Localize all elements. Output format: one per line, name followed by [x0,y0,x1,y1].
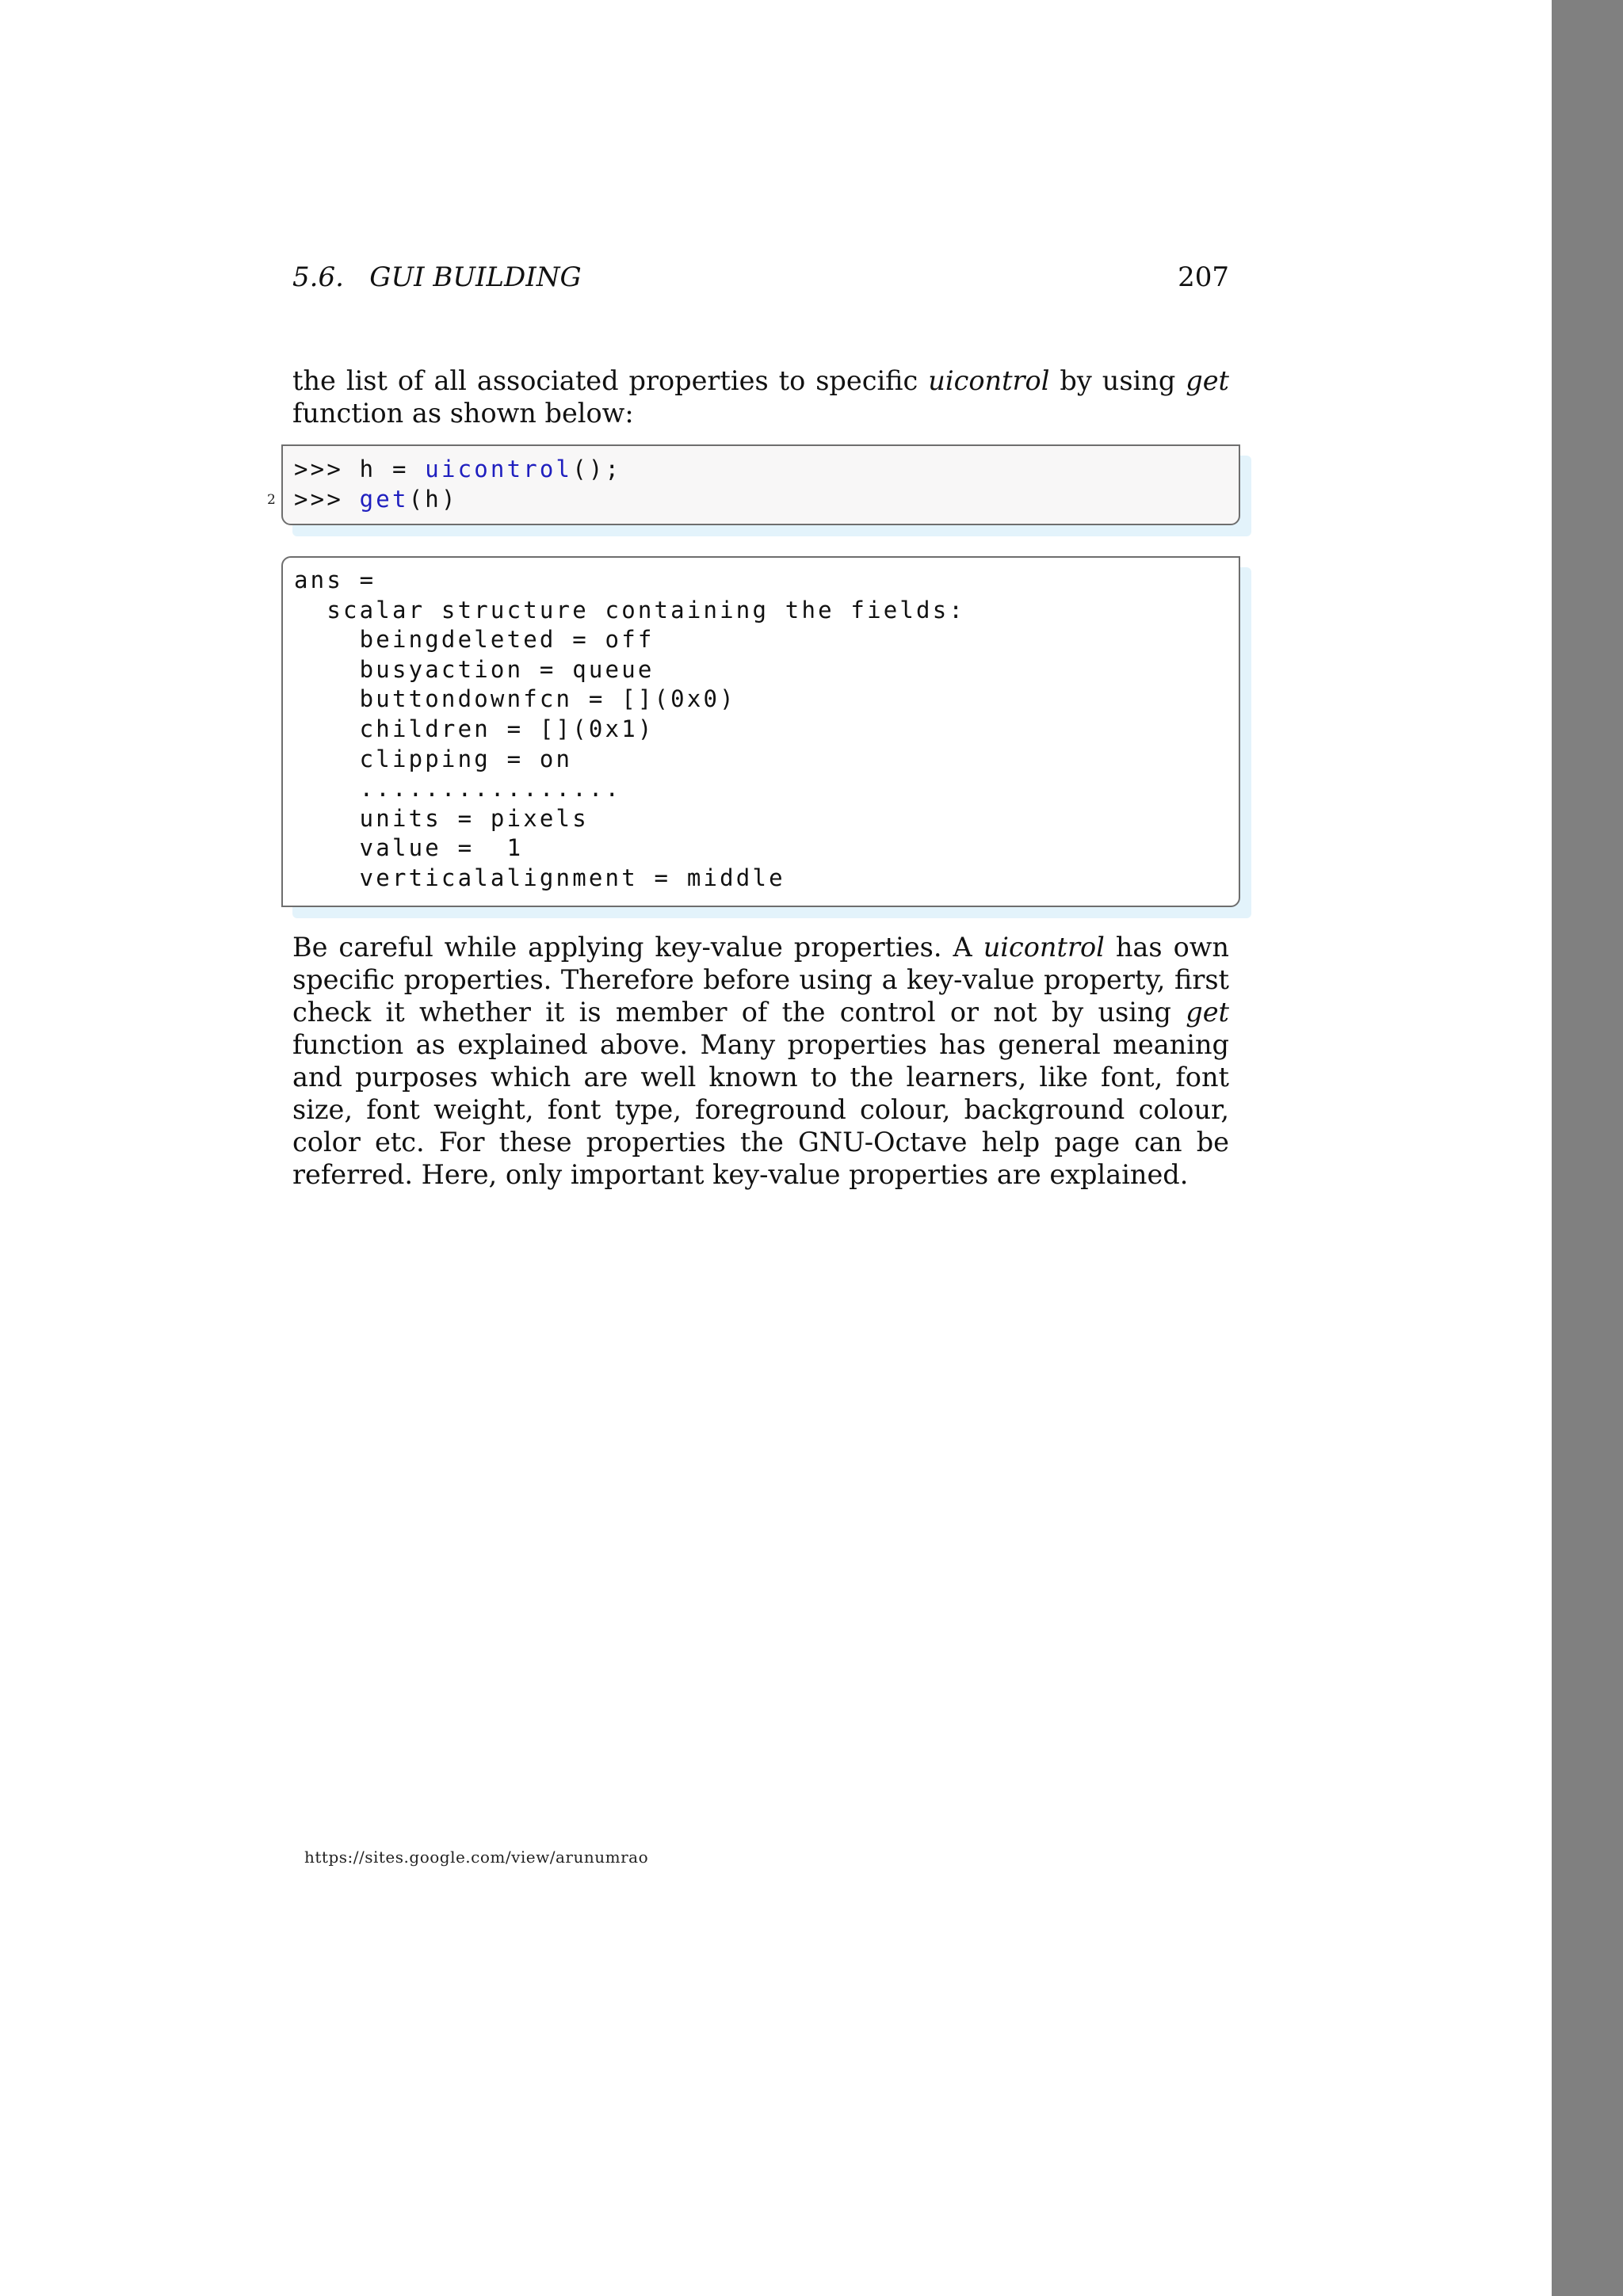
page-header [292,261,1229,301]
footer-url: https://sites.google.com/view/arunumrao [304,1848,649,1867]
section-title: 5.6. GUI BUILDING [292,261,582,293]
body-paragraph [292,931,1229,1191]
code-input-listing [267,444,1240,525]
output-line: busyaction = queue [294,656,655,683]
output-line: buttondownfcn = [](0x0) [294,685,736,712]
body-em-uicontrol: uicontrol [983,932,1105,963]
output-line: units = pixels [294,805,589,832]
intro-text-1: the list of all associated properties to specific [292,365,929,396]
code-output-box [281,556,1240,907]
code-input-line-1: >>> h = uicontrol(); [294,456,622,482]
code-keyword: uicontrol [425,456,573,482]
output-line: ans = [294,566,376,593]
intro-paragraph [292,364,1229,429]
intro-text-2: by using [1049,365,1186,396]
body-text-3: function as explained above. Many properties has general meaning and purposes which are well known to the learners, like font, font size, font weight, font type, foreground colour, background colour, color etc. For these properties the GNU-Octave help page can be referred. Here, only important key-value properties are explained. [292,1029,1229,1190]
page-side-margin [1552,0,1623,2296]
output-line: value = 1 [294,834,524,861]
output-line: children = [](0x1) [294,715,655,742]
intro-em-get: get [1186,365,1229,396]
code-input-box [267,444,1240,525]
line-number: 2 [267,492,276,508]
intro-text-3: function as shown below: [292,398,634,429]
output-line: clipping = on [294,746,573,772]
output-line: scalar structure containing the fields: [294,597,966,624]
code-output-listing [281,556,1240,907]
code-keyword: get [359,486,409,513]
page-number: 207 [1178,261,1229,293]
body-em-get: get [1186,997,1229,1028]
intro-em-uicontrol: uicontrol [928,365,1050,396]
code-input-line-2: >>> get(h) [294,486,458,513]
output-line: ................ [294,775,622,802]
output-line: beingdeleted = off [294,626,655,653]
body-text-2: has own specific properties. Therefore before using a key-value property, first check it whether it is member of the control or not by using [292,932,1229,1028]
output-line: verticalalignment = middle [294,864,785,891]
body-text-1: Be careful while applying key-value properties. A [292,932,983,963]
